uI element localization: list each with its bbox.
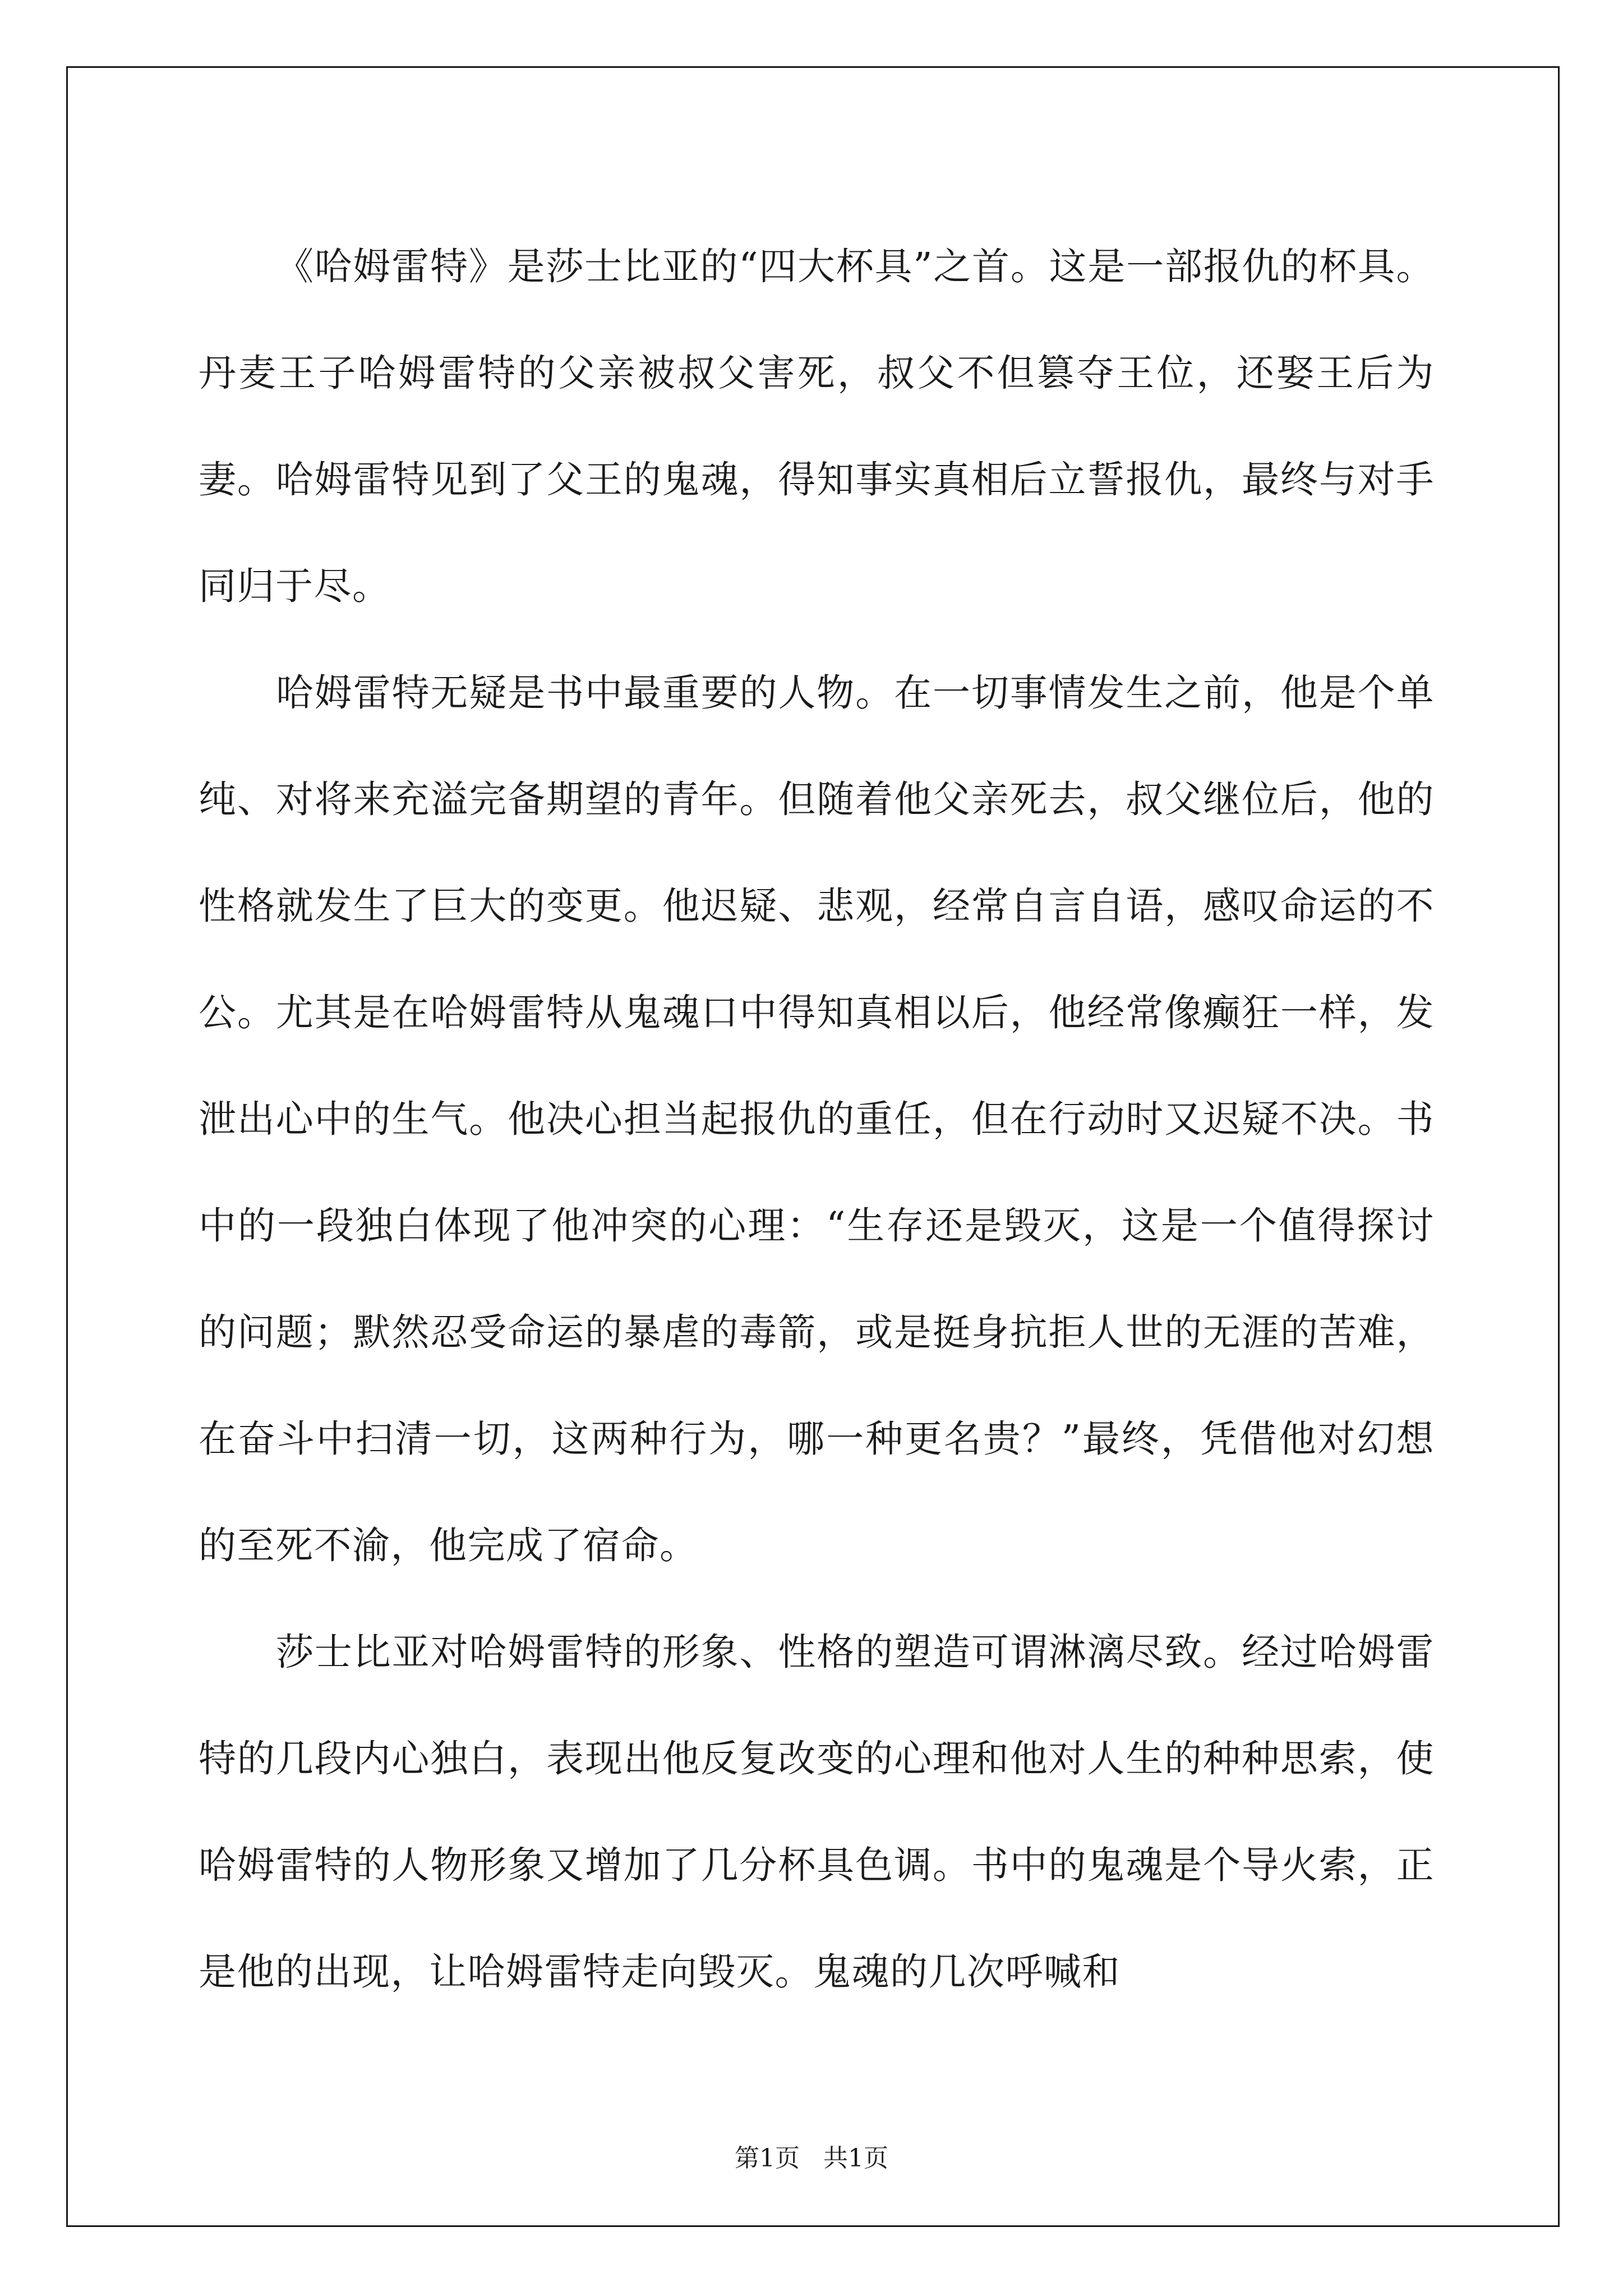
- paragraph-3: 莎士比亚对哈姆雷特的形象、性格的塑造可谓淋漓尽致。经过哈姆雷特的几段内心独白，表现出他反复改变的心理和他对人生的种种思索，使哈姆雷特的人物形象又增加了几分杯具色调。书中的鬼魂是个导火索，正是他的出现，让哈姆雷特走向毁灭。鬼魂的几次呼喊和: [199, 1630, 1435, 1994]
- paragraph-1: 《哈姆雷特》是莎士比亚的“四大杯具”之首。这是一部报仇的杯具。丹麦王子哈姆雷特的父亲被叔父害死，叔父不但篡夺王位，还娶王后为妻。哈姆雷特见到了父王的鬼魂，得知事实真相后立誓报仇，最终与对手同归于尽。: [199, 245, 1435, 608]
- page-footer: 第1页 共1页: [735, 2144, 888, 2173]
- document-body: [199, 213, 1435, 2025]
- paragraph-2: 哈姆雷特无疑是书中最重要的人物。在一切事情发生之前，他是个单纯、对将来充溢完备期望的青年。但随着他父亲死去，叔父继位后，他的性格就发生了巨大的变更。他迟疑、悲观，经常自言自语，感叹命运的不公。尤其是在哈姆雷特从鬼魂口中得知真相以后，他经常像癫狂一样，发泄出心中的生气。他决心担当起报仇的重任，但在行动时又迟疑不决。书中的一段独白体现了他冲突的心理：“生存还是毁灭，这是一个值得探讨的问题；默然忍受命运的暴虐的毒箭，或是挺身抗拒人世的无涯的苦难，在奋斗中扫清一切，这两种行为，哪一种更名贵？”最终，凭借他对幻想的至死不渝，他完成了宿命。: [199, 671, 1435, 1567]
